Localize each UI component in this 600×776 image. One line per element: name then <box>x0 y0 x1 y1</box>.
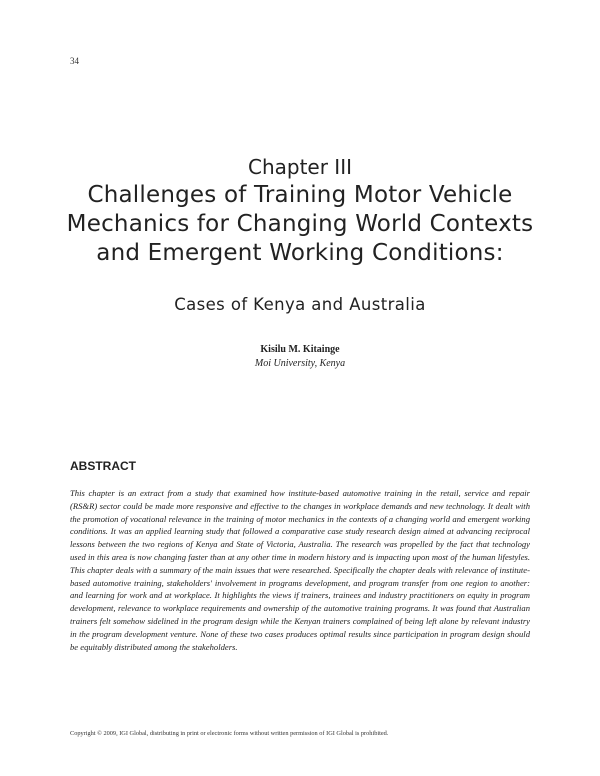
author-affiliation: Moi University, Kenya <box>254 358 346 369</box>
copyright-notice: Copyright © 2009, IGI Global, distributing in print or electronic forms without written permission of IGI Global is prohibited. <box>70 730 389 737</box>
author-name: Kisilu M. Kitainge <box>260 344 340 355</box>
chapter-label: Chapter III <box>247 155 352 179</box>
chapter-subtitle: Cases of Kenya and Australia <box>174 295 426 314</box>
chapter-title: Challenges of Training Motor Vehicle Mechanics for Changing World Contexts and Emergent Working Conditions: <box>66 182 534 266</box>
abstract-heading: ABSTRACT <box>70 459 136 473</box>
abstract-body: This chapter is an extract from a study that examined how institute-based automotive training in the retail, service and repair (RS&R) sector could be made more responsive and effective to the changes in workplace demands and new technology. It dealt with the promotion of vocational relevance in the training of motor mechanics in the contexts of a changing world and emergent working conditions. It was an applied learning study that followed a comparative case study research design aimed at advancing reciprocal lessons between the two regions of Kenya and State of Victoria, Australia. The research was propelled by the fact that technology used in this area is now changing faster than at any other time in modern history and is impacting upon most of the human lifestyles. This chapter deals with a summary of the main issues that were researched. Specifically the chapter deals with relevance of institute-based automotive training, stakeholders' involvement in programs development, and program transfer from one region to another: and learning for work and at workplace. It highlights the views if trainers, trainees and industry practitioners on equity in program development, relevance to workplace requirements and ownership of the automotive training programs. It was found that Australian trainers felt somehow sidelined in the program design while the Kenyan trainers complained of being left alone by relevant industry in the program development venture. None of these two cases produces optimal results since participation in program design should be equitably distributed among the stakeholders. <box>70 488 530 652</box>
page-number: 34 <box>70 56 79 66</box>
